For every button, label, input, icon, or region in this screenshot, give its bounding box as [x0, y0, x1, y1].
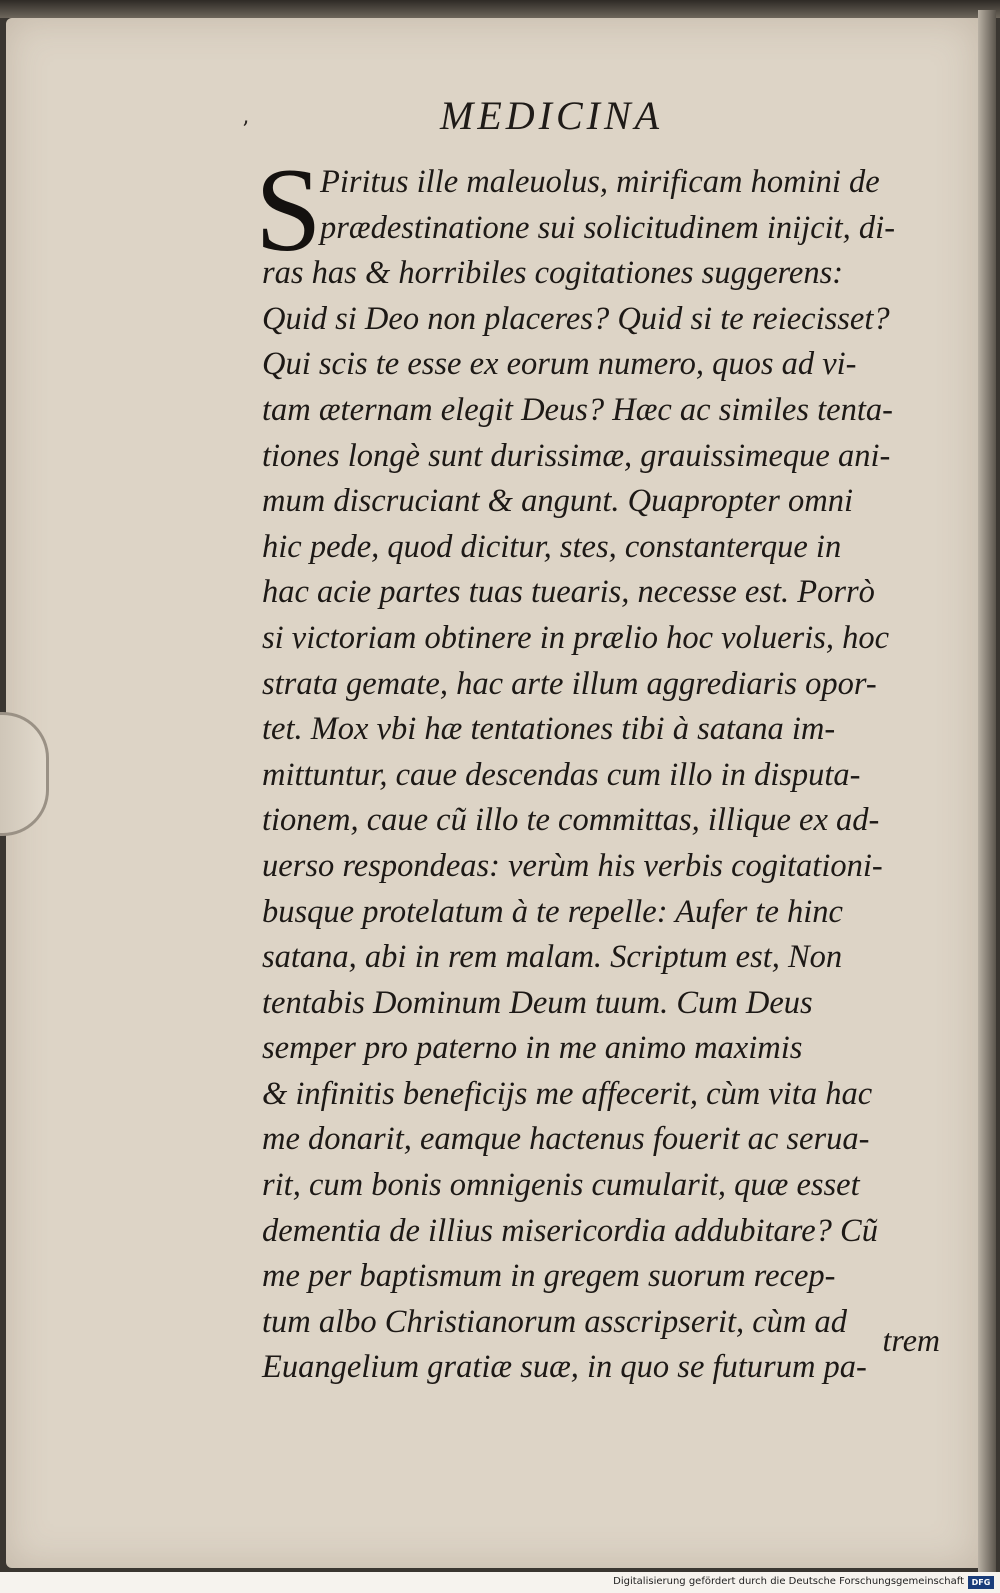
text-line: & infinitis beneficijs me affecerit, cùm vita hac [262, 1075, 873, 1112]
text-line: tam æternam elegit Deus? Hæc ac similes tenta- [262, 391, 893, 428]
text-line: ras has & horribiles cogitationes suggerens: [262, 255, 844, 292]
text-line: Euangelium gratiæ suæ, in quo se futurum pa- [262, 1349, 867, 1386]
text-line: tum albo Christianorum asscripserit, cùm ad [262, 1303, 848, 1340]
page-edges [978, 10, 996, 1572]
running-head: MEDICINA [440, 93, 664, 138]
text-line: rit, cum bonis omnigenis cumularit, quæ esset [262, 1167, 860, 1204]
text-line: me per baptismum in gregem suorum recep- [262, 1258, 836, 1295]
footer-credit: Digitalisierung gefördert durch die Deutsche Forschungsgemeinschaft [613, 1576, 964, 1587]
text-line: prædestinatione sui solicitudinem inijcit, di- [320, 209, 896, 246]
text-line: satana, abi in rem malam. Scriptum est, Non [262, 939, 843, 976]
text-line: mum discruciant & angunt. Quapropter omni [262, 483, 853, 520]
text-line: uerso respondeas: verùm his verbis cogitationi- [262, 847, 883, 884]
text-line: hic pede, quod dicitur, stes, constanterque in [262, 528, 842, 565]
catchword: trem [882, 1322, 940, 1358]
text-line: Quid si Deo non placeres? Quid si te reiecisset? [262, 300, 890, 337]
body-text [262, 160, 938, 1391]
dfg-logo[interactable]: DFG [968, 1576, 994, 1589]
drop-cap: S [255, 143, 322, 276]
text-line: me donarit, eamque hactenus fouerit ac serua- [262, 1121, 870, 1158]
text-line: semper pro paterno in me animo maximis [262, 1030, 803, 1067]
text-line: busque protelatum à te repelle: Aufer te hinc [262, 893, 843, 930]
text-line: hac acie partes tuas tuearis, necesse est. Porrò [262, 574, 875, 611]
text-line: Piritus ille maleuolus, mirificam homini de [320, 164, 880, 200]
text-line: si victoriam obtinere in prælio hoc volueris, hoc [262, 619, 890, 656]
text-line: tentabis Dominum Deum tuum. Cum Deus [262, 984, 813, 1021]
text-line: tet. Mox vbi hæ tentationes tibi à satana im- [262, 711, 836, 748]
text-line: tiones longè sunt durissimæ, grauissimeque ani- [262, 437, 891, 474]
text-line: tionem, caue cũ illo te committas, illique ex ad- [262, 802, 880, 839]
header-mark: ’ [242, 118, 249, 143]
text-line: strata gemate, hac arte illum aggrediaris opor- [262, 665, 877, 702]
book-top-edge [0, 0, 1000, 18]
text-line: mittuntur, caue descendas cum illo in disputa- [262, 756, 861, 793]
text-line: Qui scis te esse ex eorum numero, quos ad vi- [262, 346, 857, 383]
text-line: dementia de illius misericordia addubitare? Cũ [262, 1212, 878, 1249]
